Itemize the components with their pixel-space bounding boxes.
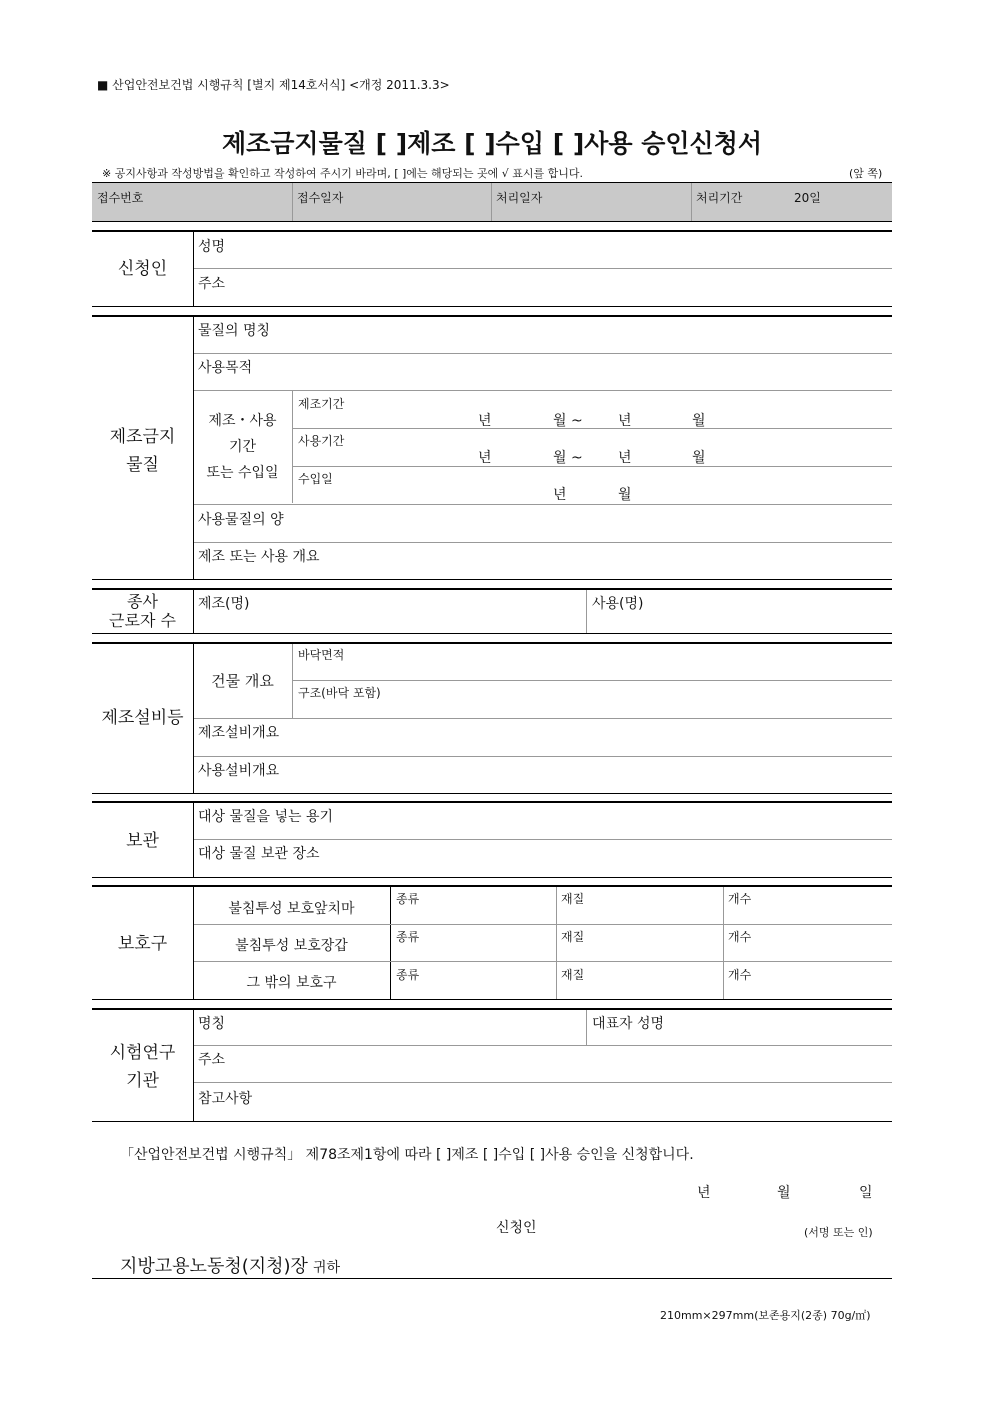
manufacture-facility-label: 제조설비개요 xyxy=(198,725,280,741)
workers-manufacture-label: 제조(명) xyxy=(198,596,250,612)
applicant-name-label: 성명 xyxy=(198,239,226,255)
date-month-label: 월 xyxy=(777,1185,791,1201)
period-group-line3: 또는 수입일 xyxy=(206,465,279,481)
date-day-label: 일 xyxy=(859,1185,873,1201)
addressee xyxy=(120,1252,340,1278)
applicant-signature-label: 신청인 xyxy=(496,1220,537,1236)
use-month-tilde: 월 ~ xyxy=(553,450,583,466)
research-section-line2: 기관 xyxy=(126,1071,159,1091)
receipt-bar xyxy=(92,182,892,222)
period-group-line1: 제조・사용 xyxy=(208,413,277,429)
protective-kind-label-2: 종류 xyxy=(396,930,420,944)
structure-label: 구조(바닥 포함) xyxy=(298,686,381,700)
protective-row-apron: 불침투성 보호앞치마 xyxy=(228,901,355,917)
protective-kind-label-1: 종류 xyxy=(396,892,420,906)
use-month-2: 월 xyxy=(692,450,706,466)
manufacture-year-1: 년 xyxy=(478,413,492,429)
use-year-1: 년 xyxy=(478,450,492,466)
storage-place-label: 대상 물질 보관 장소 xyxy=(198,846,320,862)
protective-row-other: 그 밖의 보호구 xyxy=(246,975,337,991)
use-facility-label: 사용설비개요 xyxy=(198,763,280,779)
manufacture-period-label: 제조기간 xyxy=(298,397,345,411)
legal-reference: ■ 산업안전보건법 시행규칙 [별지 제14호서식] <개정 2011.3.3> xyxy=(97,78,450,92)
protective-section: 보호구 xyxy=(117,934,168,954)
period-group-line2: 기간 xyxy=(228,439,257,455)
applicant-address-label: 주소 xyxy=(198,276,226,292)
floor-area-label: 바닥면적 xyxy=(298,648,345,662)
protective-count-label-3: 개수 xyxy=(728,968,752,982)
storage-container-label: 대상 물질을 넣는 용기 xyxy=(198,809,334,825)
manufacture-year-2: 년 xyxy=(618,413,632,429)
addressee-suffix: 귀하 xyxy=(313,1260,341,1276)
manufacture-month-2: 월 xyxy=(692,413,706,429)
import-month: 월 xyxy=(618,487,632,503)
protective-row-gloves: 불침투성 보호장갑 xyxy=(235,938,348,954)
manufacture-month-tilde: 월 ~ xyxy=(553,413,583,429)
protective-material-label-3: 재질 xyxy=(561,968,585,982)
research-representative-label: 대표자 성명 xyxy=(592,1016,665,1032)
workers-section-line1: 종사 xyxy=(127,592,158,611)
notice-text: ※ 공지사항과 작성방법을 확인하고 작성하여 주시기 바라며, [ ]에는 해당되는 곳에 √ 표시를 합니다. xyxy=(102,167,584,180)
facility-section: 제조설비등 xyxy=(101,708,184,728)
substance-amount-label: 사용물질의 양 xyxy=(198,512,284,528)
research-address-label: 주소 xyxy=(198,1052,226,1068)
use-year-2: 년 xyxy=(618,450,632,466)
process-period-value: 20일 xyxy=(794,191,821,205)
protective-kind-label-3: 종류 xyxy=(396,968,420,982)
protective-count-label-1: 개수 xyxy=(728,892,752,906)
receipt-number-label: 접수번호 xyxy=(97,191,144,205)
research-remarks-label: 참고사항 xyxy=(198,1091,253,1107)
research-section-line1: 시험연구 xyxy=(109,1043,176,1063)
workers-use-label: 사용(명) xyxy=(592,596,644,612)
page-side-label: (앞 쪽) xyxy=(849,167,883,180)
building-overview-label: 건물 개요 xyxy=(211,672,274,690)
addressee-main: 지방고용노동청(지청)장 xyxy=(120,1256,308,1277)
import-date-label: 수입일 xyxy=(298,472,333,486)
protective-material-label-2: 재질 xyxy=(561,930,585,944)
substance-name-label: 물질의 명칭 xyxy=(198,323,271,339)
date-year-label: 년 xyxy=(697,1185,711,1201)
process-date-label: 처리일자 xyxy=(496,191,543,205)
substance-section-line1: 제조금지 xyxy=(109,427,176,447)
protective-material-label-1: 재질 xyxy=(561,892,585,906)
process-period-label: 처리기간 xyxy=(696,191,743,205)
import-year: 년 xyxy=(553,487,567,503)
workers-section-line2: 근로자 수 xyxy=(109,611,176,630)
use-period-label: 사용기간 xyxy=(298,434,345,448)
receipt-date-label: 접수일자 xyxy=(297,191,344,205)
paper-spec: 210mm×297mm(보존용지(2종) 70g/㎡) xyxy=(660,1309,871,1322)
protective-count-label-2: 개수 xyxy=(728,930,752,944)
storage-section: 보관 xyxy=(126,831,159,851)
substance-purpose-label: 사용목적 xyxy=(198,360,253,376)
substance-section-line2: 물질 xyxy=(126,455,159,475)
applicant-section: 신청인 xyxy=(117,259,168,279)
substance-overview-label: 제조 또는 사용 개요 xyxy=(198,549,320,565)
signature-note: (서명 또는 인) xyxy=(804,1226,873,1239)
research-name-label: 명칭 xyxy=(198,1016,226,1032)
application-statement: 「산업안전보건법 시행규칙」 제78조제1항에 따라 [ ]제조 [ ]수입 [ ]사용 승인을 신청합니다. xyxy=(120,1147,694,1163)
form-title: 제조금지물질 [ ]제조 [ ]수입 [ ]사용 승인신청서 xyxy=(221,129,763,158)
